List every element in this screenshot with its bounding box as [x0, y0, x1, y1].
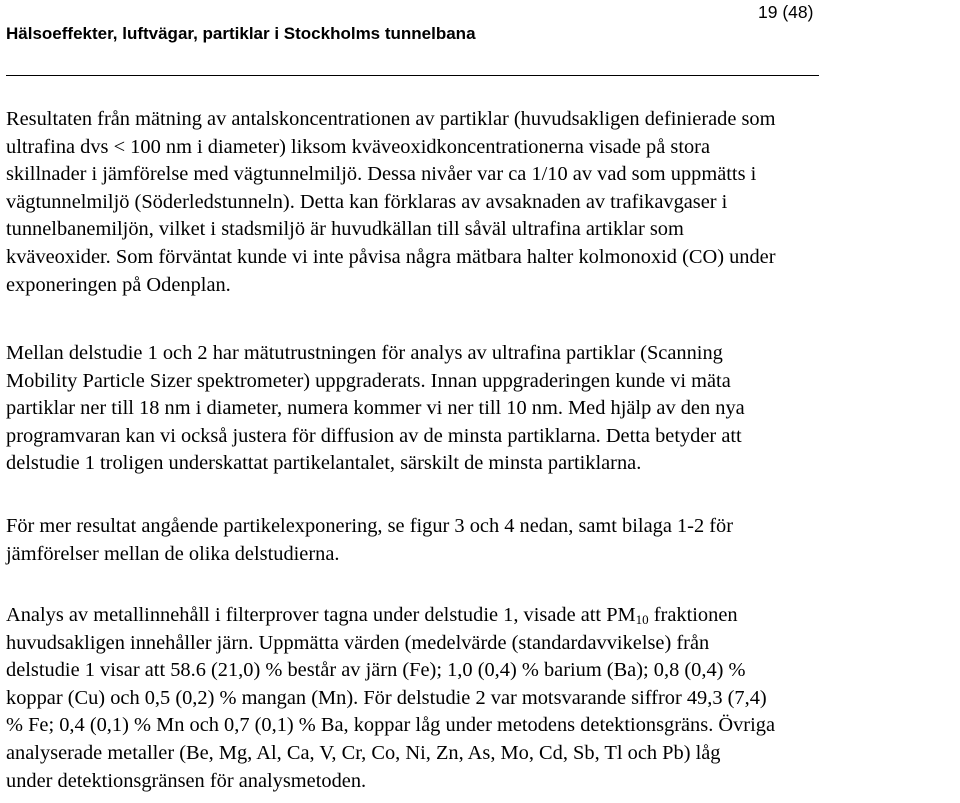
text-line: Mobility Particle Sizer spektrometer) uppgraderats. Innan uppgraderingen kunde vi mäta	[6, 369, 731, 392]
text-segment: Analys av metallinnehåll i filterprover tagna under delstudie 1, visade att PM	[6, 604, 636, 626]
text-segment: fraktionen	[648, 604, 738, 626]
text-line: jämförelser mellan de olika delstudierna.	[6, 542, 340, 565]
text-line: huvudsakligen innehåller järn. Uppmätta värden (medelvärde (standardavvikelse) från	[6, 631, 710, 654]
text-line: % Fe; 0,4 (0,1) % Mn och 0,7 (0,1) % Ba, koppar låg under metodens detektionsgräns. Övriga	[6, 714, 776, 737]
text-line: delstudie 1 troligen underskattat partikelantalet, särskilt de minsta partiklarna.	[6, 452, 642, 475]
text-line: Resultaten från mätning av antalskoncentrationen av partiklar (huvudsakligen definierade som	[6, 108, 776, 130]
header-divider	[6, 75, 819, 76]
paragraph-equipment-upgrade	[6, 340, 956, 478]
text-line: koppar (Cu) och 0,5 (0,2) % mangan (Mn). För delstudie 2 var motsvarande siffror 49,3 (7,4)	[6, 686, 767, 709]
text-line: under detektionsgränsen för analysmetoden.	[6, 769, 367, 792]
text-line: analyserade metaller (Be, Mg, Al, Ca, V, Cr, Co, Ni, Zn, As, Mo, Cd, Sb, Tl och Pb) låg	[6, 741, 721, 764]
text-line: exponeringen på Odenplan.	[6, 273, 231, 296]
paragraph-metal-analysis	[6, 602, 956, 795]
pm-subscript: 10	[635, 612, 649, 627]
text-line: ultrafina dvs < 100 nm i diameter) liksom kväveoxidkoncentrationerna visade på stora	[6, 135, 711, 158]
text-line: delstudie 1 visar att 58.6 (21,0) % består av järn (Fe); 1,0 (0,4) % barium (Ba); 0,8 (0,4) %	[6, 659, 746, 682]
text-line: tunnelbanemiljön, vilket i stadsmiljö är huvudkällan till såväl ultrafina artiklar som	[6, 218, 684, 241]
text-line	[6, 602, 956, 630]
text-line: partiklar ner till 18 nm i diameter, numera kommer vi ner till 10 nm. Med hjälp av den nya	[6, 397, 745, 420]
text-line: För mer resultat angående partikelexponering, se figur 3 och 4 nedan, samt bilaga 1-2 för	[6, 515, 734, 537]
document-header-title: Hälsoeffekter, luftvägar, partiklar i Stockholms tunnelbana	[6, 24, 476, 43]
text-line: vägtunnelmiljö (Söderledstunneln). Detta kan förklaras av avsaknaden av trafikavgaser i	[6, 190, 728, 213]
text-line: skillnader i jämförelse med vägtunnelmiljö. Dessa nivåer var ca 1/10 av vad som uppmätts i	[6, 163, 757, 186]
paragraph-further-results	[6, 513, 956, 568]
paragraph-results-ultrafine	[6, 106, 956, 299]
text-line: kväveoxider. Som förväntat kunde vi inte påvisa några mätbara halter kolmonoxid (CO) under	[6, 245, 776, 268]
text-line: programvaran kan vi också justera för diffusion av de minsta partiklarna. Detta betyder att	[6, 424, 742, 447]
page-number: 19 (48)	[758, 2, 814, 22]
text-line: Mellan delstudie 1 och 2 har mätutrustningen för analys av ultrafina partiklar (Scanning	[6, 342, 723, 364]
